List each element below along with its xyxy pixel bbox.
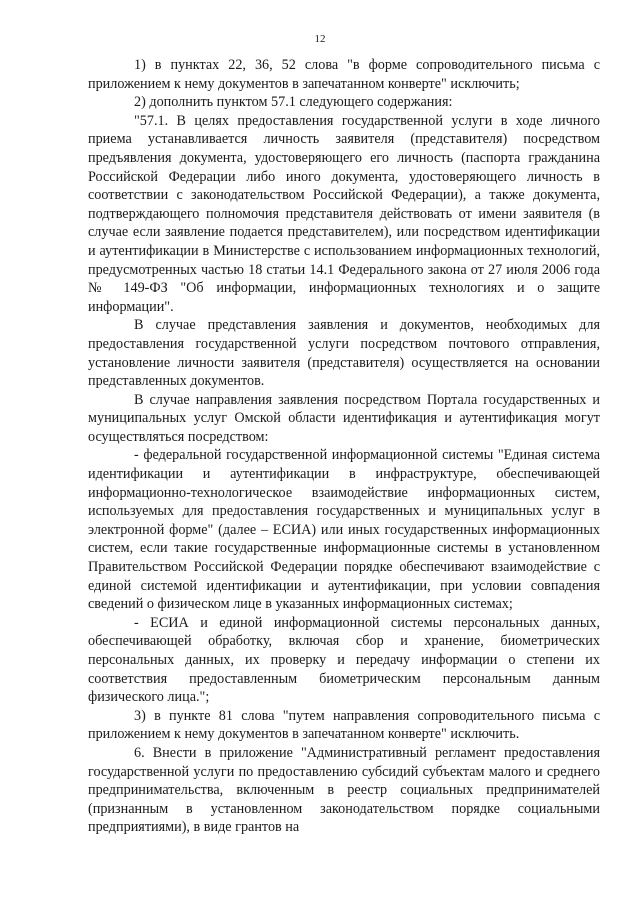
page-number: 12 <box>314 33 326 45</box>
paragraph-57-1: "57.1. В целях предоставления государственной услуги в ходе личного приема устанавливается личность заявителя (представителя) посредством предъявления документа, удостоверяющего его личность (паспорта гражданина Российской Федерации либо иного документа, удостоверяющего личность в соответствии с законодательством Российской Федерации), а также документа, подтверждающего полномочия представителя действовать от имени заявителя (в случае если заявление подается представителем), или посредством идентификации и аутентификации в Министерстве с использованием информационных технологий, предусмотренных частью 18 статьи 14.1 Федерального закона от 27 июля 2006 года № 149-ФЗ "Об информации, информационных технологиях и о защите информации". <box>88 112 600 315</box>
document-body <box>88 56 600 837</box>
paragraph-portal: В случае направления заявления посредством Портала государственных и муниципальных услуг Омской области идентификация и аутентификация могут осуществляться посредством: <box>88 391 600 445</box>
paragraph-section-6: 6. Внести в приложение "Административный регламент предоставления государственной услуги по предоставлению субсидий субъектам малого и среднего предпринимательства, включенным в реестр социальных предпринимателей (признанным в установленном законодательством порядке социальными предприятиями), в виде грантов на <box>88 744 600 836</box>
paragraph-item-1: 1) в пунктах 22, 36, 52 слова "в форме сопроводительного письма с приложением к нему документов в запечатанном конверте" исключить; <box>88 57 600 92</box>
paragraph-postal: В случае представления заявления и документов, необходимых для предоставления государственной услуги посредством почтового отправления, установление личности заявителя (представителя) осуществляется на основании представленных документов. <box>88 317 600 390</box>
list-item-esia-biometric: - ЕСИА и единой информационной системы персональных данных, обеспечивающей обработку, включая сбор и хранение, биометрических персональных данных, их проверку и передачу информации о степени их соответствия предоставленным биометрическим персональным данным физического лица."; <box>88 614 600 706</box>
list-item-esia-federal: - федеральной государственной информационной системы "Единая система идентификации и аутентификации в инфраструктуре, обеспечивающей информационно-технологическое взаимодействие информационных систем, используемых для предоставления государственных и муниципальных услуг в электронной форме" (далее – ЕСИА) или иных государственных информационных систем, если такие государственные информационные системы в установленном Правительством Российской Федерации порядке обеспечивают взаимодействие с единой системой идентификации и аутентификации, при условии совпадения сведений о физическом лице в указанных информационных системах; <box>88 447 600 613</box>
paragraph-item-3: 3) в пункте 81 слова "путем направления сопроводительного письма с приложением к нему документов в запечатанном конверте" исключить. <box>88 707 600 743</box>
paragraph-item-2: 2) дополнить пунктом 57.1 следующего содержания: <box>134 94 453 111</box>
